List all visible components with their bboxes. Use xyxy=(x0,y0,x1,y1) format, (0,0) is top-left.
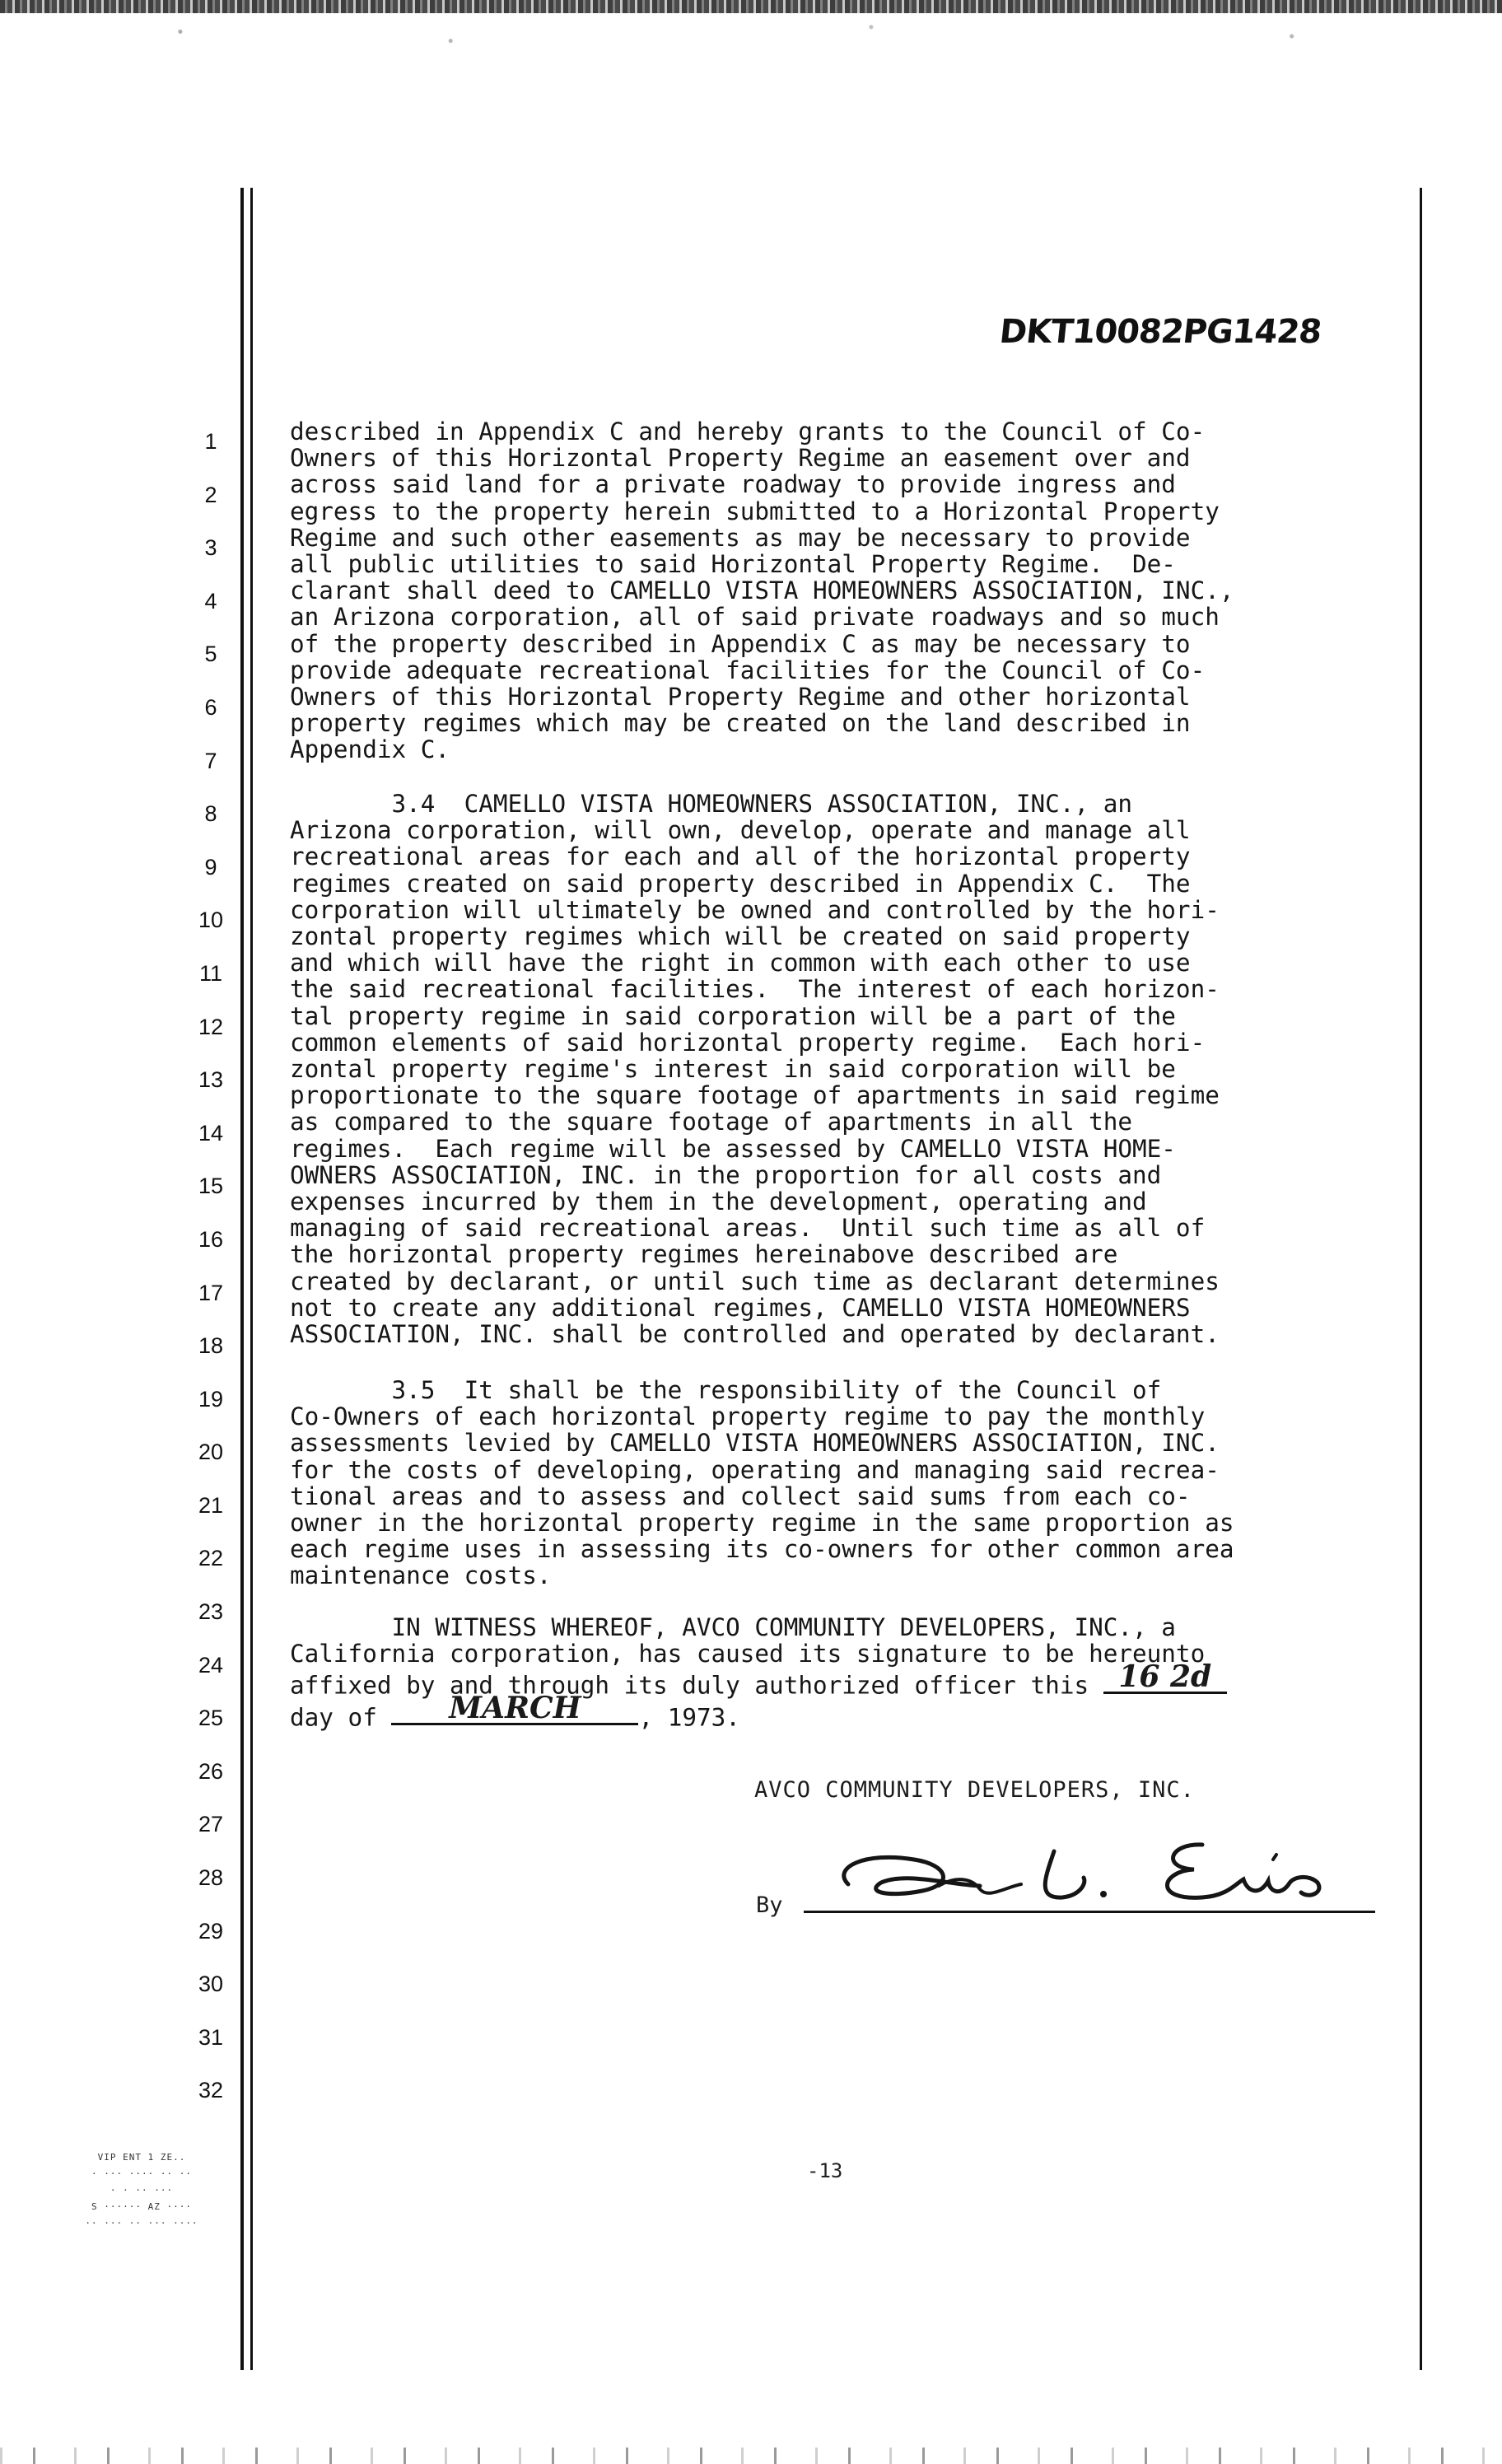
stamp-line: S ······ AZ ···· xyxy=(91,2201,192,2212)
line-number: 1 xyxy=(204,429,217,454)
scan-specks-top xyxy=(0,13,1502,59)
handwritten-signature xyxy=(815,1827,1375,1917)
line-number: 18 xyxy=(198,1333,224,1359)
line-number: 21 xyxy=(198,1492,224,1518)
witness-text: IN WITNESS WHEREOF, AVCO COMMUNITY DEVELOPERS, INC., a California corporation, has caused its signature to be hereunto affixed by and through its duly authorized officer this xyxy=(290,1613,1206,1700)
left-margin-rule-inner xyxy=(250,188,253,2370)
line-number-column xyxy=(186,415,236,2117)
handwritten-day: 16 2d xyxy=(1118,1659,1212,1694)
witness-day-of: day of xyxy=(290,1703,377,1732)
line-number: 15 xyxy=(198,1174,224,1199)
line-number: 4 xyxy=(204,588,217,614)
stamp-line: · ··· ···· ·· ·· xyxy=(91,2168,192,2179)
line-number: 16 xyxy=(198,1226,224,1252)
line-number: 14 xyxy=(198,1120,224,1146)
scan-noise-bottom xyxy=(0,2448,1502,2464)
line-number: 10 xyxy=(198,908,224,933)
stamp-line: ·· ··· ·· ··· ···· xyxy=(85,2218,198,2228)
line-number: 3 xyxy=(204,535,217,561)
line-number: 7 xyxy=(204,748,217,773)
day-blank xyxy=(1103,1659,1227,1694)
line-number: 13 xyxy=(198,1067,224,1093)
line-number: 24 xyxy=(198,1652,224,1678)
line-number: 19 xyxy=(198,1386,224,1412)
paragraph-appendix-c-easement: described in Appendix C and hereby grants to the Council of Co- Owners of this Horizontal Property Regime an easement over and across said land for a private roadway to provide ingress and egress to the property herein submitted to a Horizontal Property Regime and such other easements as may be necessary to provide all public utilities to said Horizontal Property Regime. De- clarant shall deed to CAMELLO VISTA HOMEOWNERS ASSOCIATION, INC., an Arizona corporation, all of said private roadways and so much of the property described in Appendix C as may be necessary to provide adequate recreational facilities for the Council of Co- Owners of this Horizontal Property Regime and other horizontal property regimes which may be created on the land described in Appendix C. xyxy=(290,418,1234,764)
line-number: 9 xyxy=(204,854,217,880)
line-number: 27 xyxy=(198,1812,224,1837)
line-number: 11 xyxy=(198,960,223,986)
right-margin-rule xyxy=(1420,188,1422,2370)
line-number: 8 xyxy=(204,801,217,827)
line-number: 31 xyxy=(198,2024,224,2050)
left-margin-rule xyxy=(240,188,244,2370)
line-number: 23 xyxy=(198,1599,224,1625)
line-number: 6 xyxy=(204,694,217,720)
witness-clause xyxy=(290,1614,1393,1730)
line-number: 22 xyxy=(198,1546,224,1571)
line-number: 25 xyxy=(198,1706,224,1731)
handwritten-month: MARCH xyxy=(449,1691,581,1725)
witness-year: , 1973. xyxy=(638,1703,740,1732)
line-number: 30 xyxy=(198,1972,224,1997)
docket-page-id: DKT10082PG1428 xyxy=(997,313,1323,351)
stamp-line: VIP ENT 1 ZE.. xyxy=(97,2152,186,2163)
line-number: 32 xyxy=(198,2078,224,2103)
line-number: 26 xyxy=(198,1758,224,1784)
line-number: 2 xyxy=(204,482,217,507)
line-number: 29 xyxy=(198,1918,224,1944)
paragraph-3-5: 3.5 It shall be the responsibility of the Council of Co-Owners of each horizontal property regime to pay the monthly assessments levied by CAMELLO VISTA HOMEOWNERS ASSOCIATION, INC. for the costs of developing, operating and managing said recrea- tional areas and to assess and collect said sums from each co- owner in the horizontal property regime in the same proportion as each regime uses in assessing its co-owners for other common area maintenance costs. xyxy=(290,1376,1234,1590)
line-number: 5 xyxy=(204,642,217,667)
signature-line xyxy=(804,1911,1375,1913)
scan-noise-top xyxy=(0,0,1502,13)
stamp-line: · · ·· ··· xyxy=(110,2185,174,2196)
line-number: 12 xyxy=(198,1014,224,1039)
signatory-company: AVCO COMMUNITY DEVELOPERS, INC. xyxy=(754,1777,1195,1803)
line-number: 17 xyxy=(198,1280,224,1305)
line-number: 28 xyxy=(198,1865,224,1891)
by-label: By xyxy=(756,1892,783,1918)
paragraph-3-4: 3.4 CAMELLO VISTA HOMEOWNERS ASSOCIATION, INC., an Arizona corporation, will own, develop, operate and manage all recreational areas for each and all of the horizontal property regimes created on said property described in Appendix C. The corporation will ultimately be owned and controlled by the hori- zontal property regimes which will be created on said property and which will have the right in common with each other to use the said recreational facilities. The interest of each horizon- tal property regime in said corporation will be a part of the common elements of said horizontal property regime. Each hori- zontal property regime's interest in said corporation will be proportionate to the square footage of apartments in said regime as compared to the square footage of apartments in all the regimes. Each regime will be assessed by CAMELLO VISTA HOME- OWNERS ASSOCIATION, INC. in the proportion for all costs and expenses incurred by them in the development, operating and managing of said recreational areas. Until such time as all of the horizontal property regimes hereinabove described are created by declarant, or until such time as declarant determines not to create any additional regimes, CAMELLO VISTA HOMEOWNERS ASSOCIATION, INC. shall be controlled and operated by declarant. xyxy=(290,790,1220,1349)
month-blank xyxy=(391,1691,638,1725)
preparer-stamp xyxy=(51,2149,232,2232)
line-number: 20 xyxy=(198,1440,224,1465)
page-number: -13 xyxy=(807,2159,843,2182)
